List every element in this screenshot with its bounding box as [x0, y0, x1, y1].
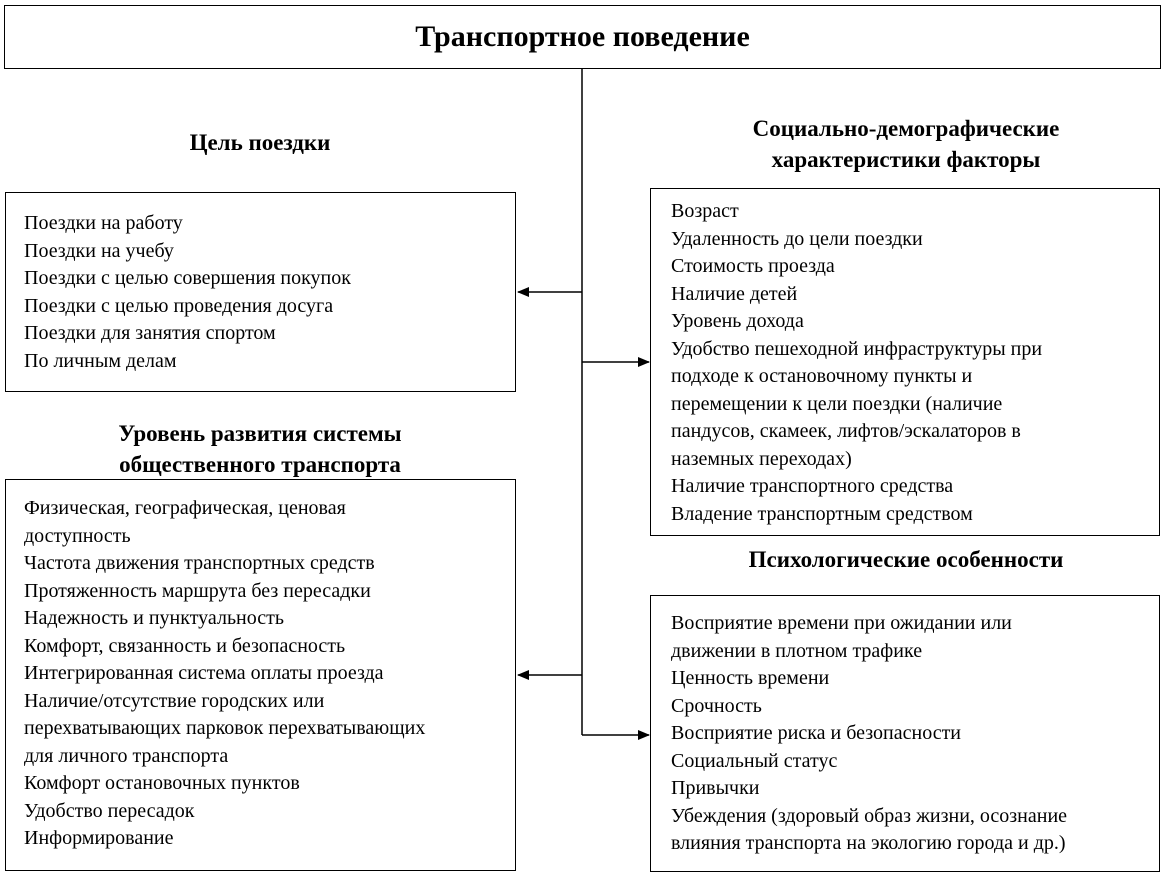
trip-purpose-item: Поездки на учебу [24, 239, 174, 262]
public-transport-item: Наличие/отсутствие городских или [24, 689, 325, 712]
public-transport-heading [55, 418, 465, 480]
socio-demographic-item: Наличие транспортного средства [671, 475, 954, 497]
trip-purpose-heading-text: Цель поездки [189, 130, 331, 155]
psychological-heading [690, 544, 1122, 575]
socio-demographic-item: пандусов, скамеек, лифтов/эскалаторов в [671, 420, 1021, 442]
psychological-item: Восприятие времени при ожидании или [671, 612, 1012, 634]
psychological-item: Восприятие риска и безопасности [671, 722, 962, 744]
socio-demographic-item: Наличие детей [671, 282, 798, 305]
socio-demographic-item: подходе к остановочному пункты и [671, 365, 973, 387]
socio-demographic-item: Стоимость проезда [671, 255, 835, 277]
trip-purpose-heading [130, 127, 390, 158]
public-transport-item: Информирование [24, 827, 174, 849]
psychological-item: Социальный статус [671, 749, 838, 772]
public-transport-item: доступность [24, 524, 131, 547]
trip-purpose-item: Поездки для занятия спортом [24, 322, 276, 344]
diagram-title: Транспортное поведение [415, 20, 750, 53]
socio-demographic-heading-line2: характеристики факторы [771, 147, 1041, 172]
public-transport-heading-line2: общественного транспорта [119, 452, 401, 477]
psychological-heading-text: Психологические особенности [748, 547, 1064, 572]
public-transport-item: Протяженность маршрута без пересадки [24, 579, 371, 602]
psychological-item: Убеждения (здоровый образ жизни, осознание [671, 804, 1068, 827]
socio-demographic-heading-line1: Социально-демографические [752, 116, 1060, 141]
trip-purpose-list [24, 210, 351, 375]
public-transport-item: Частота движения транспортных средств [24, 552, 375, 574]
public-transport-list [24, 495, 425, 853]
public-transport-item: Удобство пересадок [24, 799, 195, 822]
trip-purpose-item: По личным делам [24, 349, 177, 372]
socio-demographic-item: Владение транспортным средством [671, 502, 973, 525]
psychological-item: движении в плотном трафике [671, 639, 923, 662]
psychological-item: Срочность [671, 694, 762, 717]
public-transport-item: для личного транспорта [24, 744, 229, 767]
psychological-item: влияния транспорта на экологию города и др.) [671, 832, 1066, 854]
psychological-item: Ценность времени [671, 667, 830, 689]
socio-demographic-heading [690, 113, 1122, 175]
trip-purpose-item: Поездки с целью совершения покупок [24, 267, 351, 289]
public-transport-item: перехватывающих парковок перехватывающих [24, 717, 426, 739]
trip-purpose-item: Поездки на работу [24, 212, 183, 234]
socio-demographic-list [671, 198, 1042, 528]
socio-demographic-item: Удаленность до цели поездки [671, 227, 923, 250]
trip-purpose-item: Поездки с целью проведения досуга [24, 294, 334, 317]
socio-demographic-item: Возраст [671, 200, 739, 222]
title-box [4, 5, 1161, 69]
public-transport-item: Комфорт, связанность и безопасность [24, 634, 346, 657]
public-transport-heading-line1: Уровень развития системы [118, 421, 402, 446]
psychological-item: Привычки [671, 777, 760, 799]
public-transport-item: Надежность и пунктуальность [24, 607, 284, 629]
socio-demographic-item: наземных переходах) [671, 447, 852, 470]
socio-demographic-item: Удобство пешеходной инфраструктуры при [671, 337, 1043, 360]
socio-demographic-item: Уровень дохода [671, 310, 804, 332]
public-transport-item: Комфорт остановочных пунктов [24, 772, 300, 794]
socio-demographic-item: перемещении к цели поездки (наличие [671, 392, 1003, 415]
psychological-list [671, 610, 1067, 858]
public-transport-item: Интегрированная система оплаты проезда [24, 662, 384, 684]
public-transport-item: Физическая, географическая, ценовая [24, 497, 346, 519]
